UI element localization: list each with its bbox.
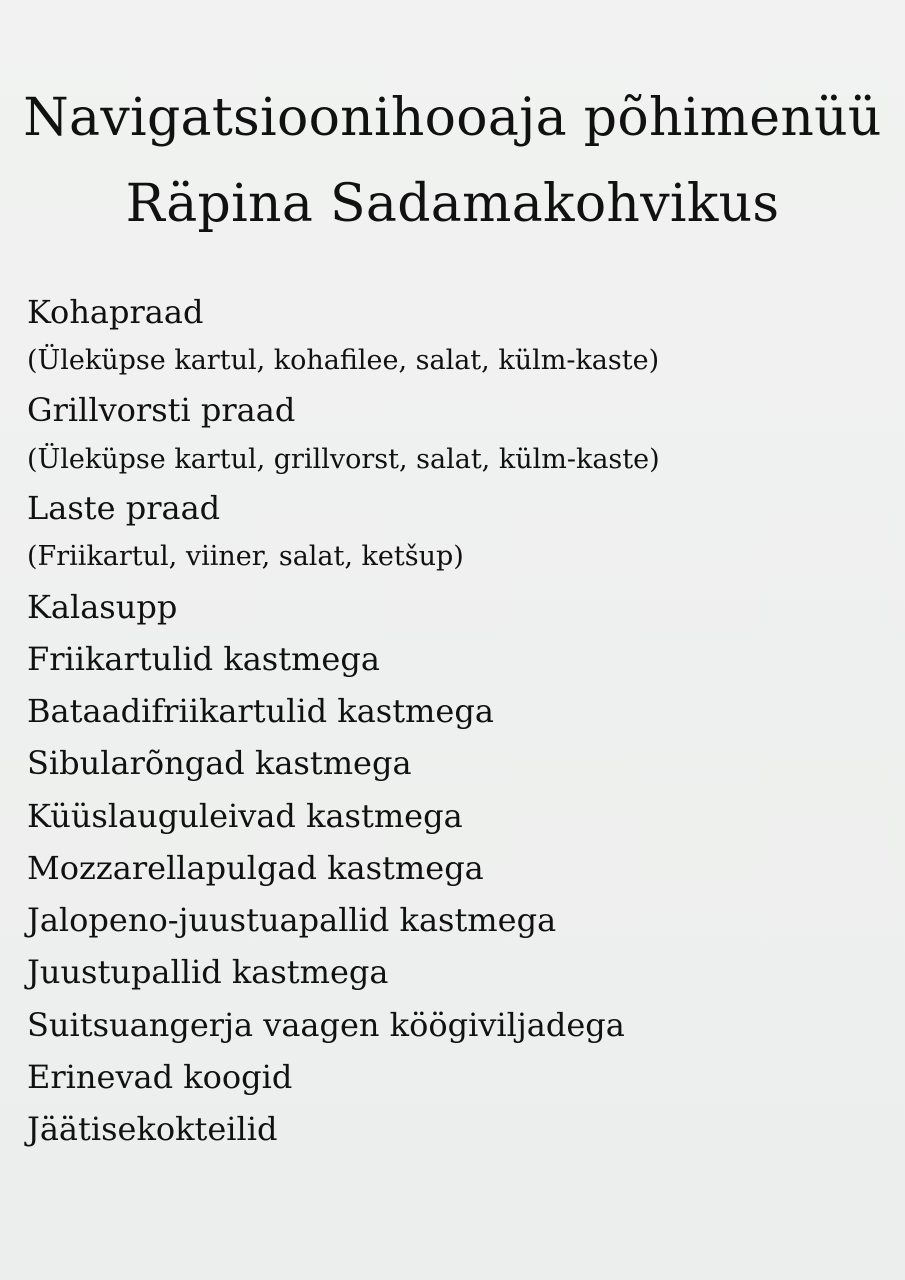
menu-item-bataadifriikartulid: Bataadifriikartulid kastmega (27, 692, 494, 730)
menu-item-kohapraad: Kohapraad (27, 293, 204, 331)
menu-item-description: (Üleküpse kartul, grillvorst, salat, külm-kaste) (27, 444, 660, 475)
menu-item-jalopeno-juustuapallid: Jalopeno-juustuapallid kastmega (27, 901, 557, 939)
menu-item-sibularongad: Sibularõngad kastmega (27, 744, 412, 782)
menu-item-description: (Friikartul, viiner, salat, ketšup) (27, 541, 464, 572)
menu-item-jaatisekokteilid: Jäätisekokteilid (27, 1110, 278, 1148)
menu-item-description: (Üleküpse kartul, kohafilee, salat, külm-kaste) (27, 345, 660, 376)
menu-item-laste-praad: Laste praad (27, 489, 221, 527)
menu-item-friikartulid: Friikartulid kastmega (27, 640, 380, 678)
menu-item-erinevad-koogid: Erinevad koogid (27, 1058, 293, 1096)
page-title-line-2: Räpina Sadamakohvikus (125, 174, 780, 234)
menu-item-suitsuangerja-vaagen: Suitsuangerja vaagen köögiviljadega (27, 1006, 625, 1044)
menu-item-grillvorsti-praad: Grillvorsti praad (27, 391, 296, 429)
menu-item-juustupallid: Juustupallid kastmega (27, 953, 389, 991)
menu-item-mozzarellapulgad: Mozzarellapulgad kastmega (27, 849, 484, 887)
menu-item-kalasupp: Kalasupp (27, 588, 178, 626)
menu-item-kuuslauguleivad: Küüslauguleivad kastmega (27, 797, 463, 835)
page-title-line-1: Navigatsioonihooaja põhimenüü (23, 88, 882, 148)
